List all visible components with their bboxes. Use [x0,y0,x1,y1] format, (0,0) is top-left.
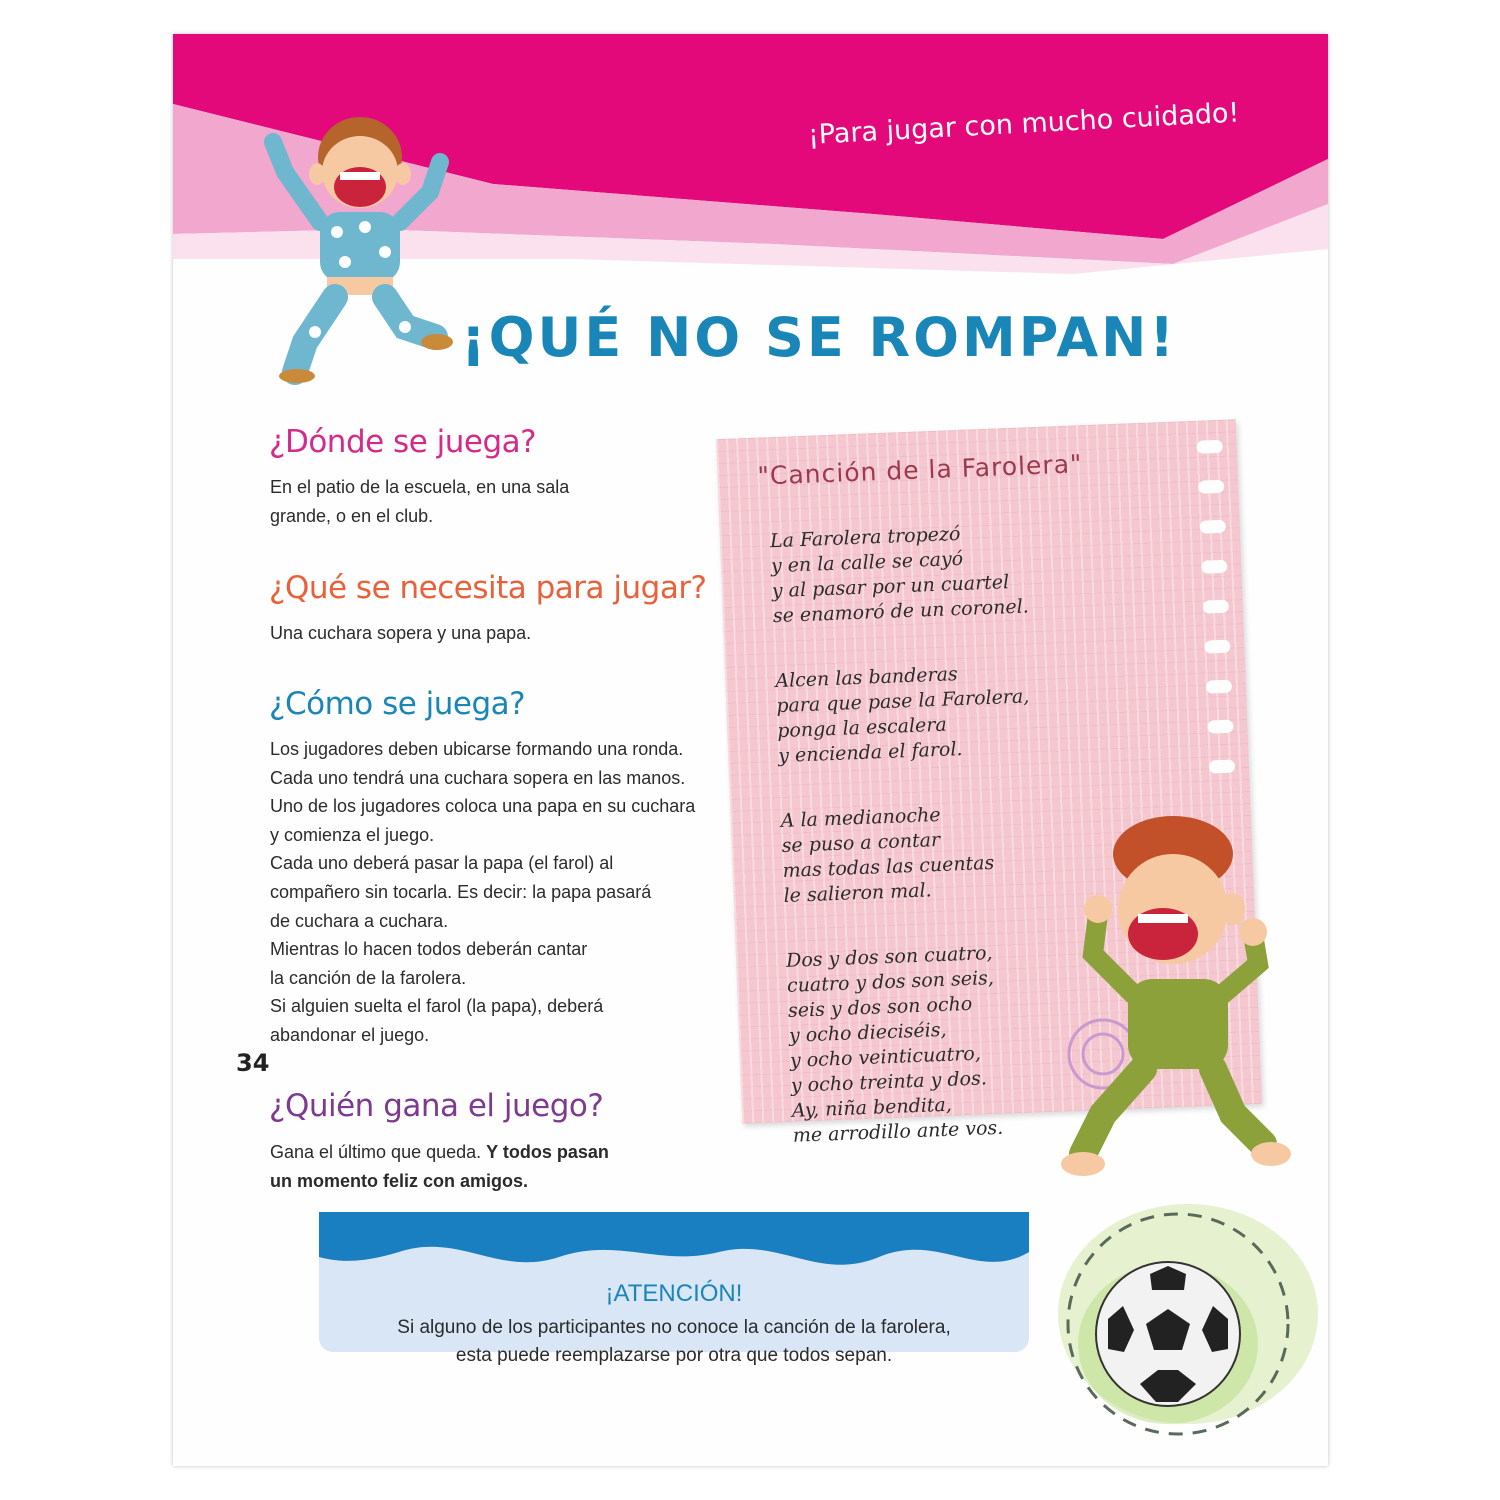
section-answer-how [270,735,695,1050]
song-line: me arrodillo ante vos. [792,1116,1004,1147]
answer-bold-text: un momento feliz con amigos. [270,1170,529,1191]
soccer-ball-icon [1028,1174,1328,1466]
song-stanza [786,941,1004,1149]
hole [1206,680,1232,694]
song-line: seis y dos son ocho [787,992,973,1022]
section-question-who: ¿Quién gana el juego? [269,1088,604,1124]
song-line: La Farolera tropezó [769,522,961,553]
hole [1198,480,1224,494]
attention-text [319,1314,1029,1370]
section-question-how: ¿Cómo se juega? [269,686,526,722]
song-title: "Canción de la Farolera" [756,449,1083,491]
hole [1207,720,1233,734]
text-line [270,1138,609,1167]
text-line: Cada uno tendrá una cuchara sopera en las manos. [270,767,686,788]
attention-title: ¡ATENCIÓN! [605,1280,743,1307]
laughing-boy-green-icon [1043,814,1293,1184]
song-line: Alcen las banderas [774,663,959,693]
song-line: para que pase la Farolera, [775,685,1030,718]
section-answer-what [270,619,531,648]
text-line: Si alguien suelta el farol (la papa), deberá [270,996,604,1017]
answer-normal-text: Gana el último que queda. [270,1142,487,1162]
song-line: mas todas las cuentas [782,851,995,882]
song-line: ponga la escalera [776,713,948,743]
text-line: abandonar el juego. [270,1024,430,1045]
text-line: Mientras lo hacen todos deberán cantar [270,939,588,960]
text-line: y comienza el juego. [270,824,435,845]
hole [1204,640,1230,654]
hole [1203,600,1229,614]
hole [1201,560,1227,574]
song-line: y ocho dieciséis, [788,1018,947,1047]
song-stanza [770,519,1030,629]
section-question-what: ¿Qué se necesita para jugar? [269,570,707,606]
song-line: y encienda el farol. [777,738,963,768]
wave-decoration [319,1212,1029,1282]
text-line: la canción de la farolera. [270,967,467,988]
hole [1209,760,1235,774]
text-line: Cada uno deberá pasar la papa (el farol) al [270,853,614,874]
song-line: y ocho veinticuatro, [789,1042,982,1072]
attention-box [319,1212,1029,1366]
section-answer-where [270,473,569,530]
song-line: cuatro y dos son seis, [786,966,995,997]
text-line: Una cuchara sopera y una papa. [270,623,532,643]
laughing-boy-pajamas-icon [265,102,455,382]
text-line [270,1167,609,1196]
song-line: se enamoró de un coronel. [772,595,1030,628]
song-line: le salieron mal. [783,879,933,907]
song-line: se puso a contar [781,828,941,858]
text-line: Uno de los jugadores coloca una papa en su cuchara [270,796,696,817]
text-line: grande, o en el club. [270,505,434,526]
header-text: ¡Para jugar con mucho cuidado! [807,97,1241,151]
song-line: y al pasar por un cuartel [771,571,1010,603]
answer-bold-text: Y todos pasan [486,1142,609,1162]
section-answer-who [270,1138,609,1195]
section-question-where: ¿Dónde se juega? [269,424,537,460]
song-line: Dos y dos son cuatro, [785,942,993,972]
song-line: y ocho treinta y dos. [790,1067,988,1097]
text-line: Los jugadores deben ubicarse formando una ronda. [270,739,684,759]
text-line: de cuchara a cuchara. [270,910,449,931]
song-stanza [780,801,995,909]
page-number: 34 [236,1049,270,1077]
hole [1200,520,1226,534]
song-line: A la medianoche [780,803,941,833]
hole [1196,440,1222,454]
song-line: y en la calle se cayó [770,547,964,578]
song-stanza [775,659,1032,769]
page-title: ¡QUÉ NO SE ROMPAN! [461,306,1178,369]
attention-line: esta puede reemplazarse por otra que todos sepan. [455,1345,893,1366]
text-line: compañero sin tocarla. Es decir: la papa pasará [270,881,652,902]
text-line: En el patio de la escuela, en una sala [270,477,570,497]
song-line: Ay, niña bendita, [791,1093,953,1122]
attention-line: Si alguno de los participantes no conoce la canción de la farolera, [397,1317,951,1338]
book-page [173,34,1328,1466]
